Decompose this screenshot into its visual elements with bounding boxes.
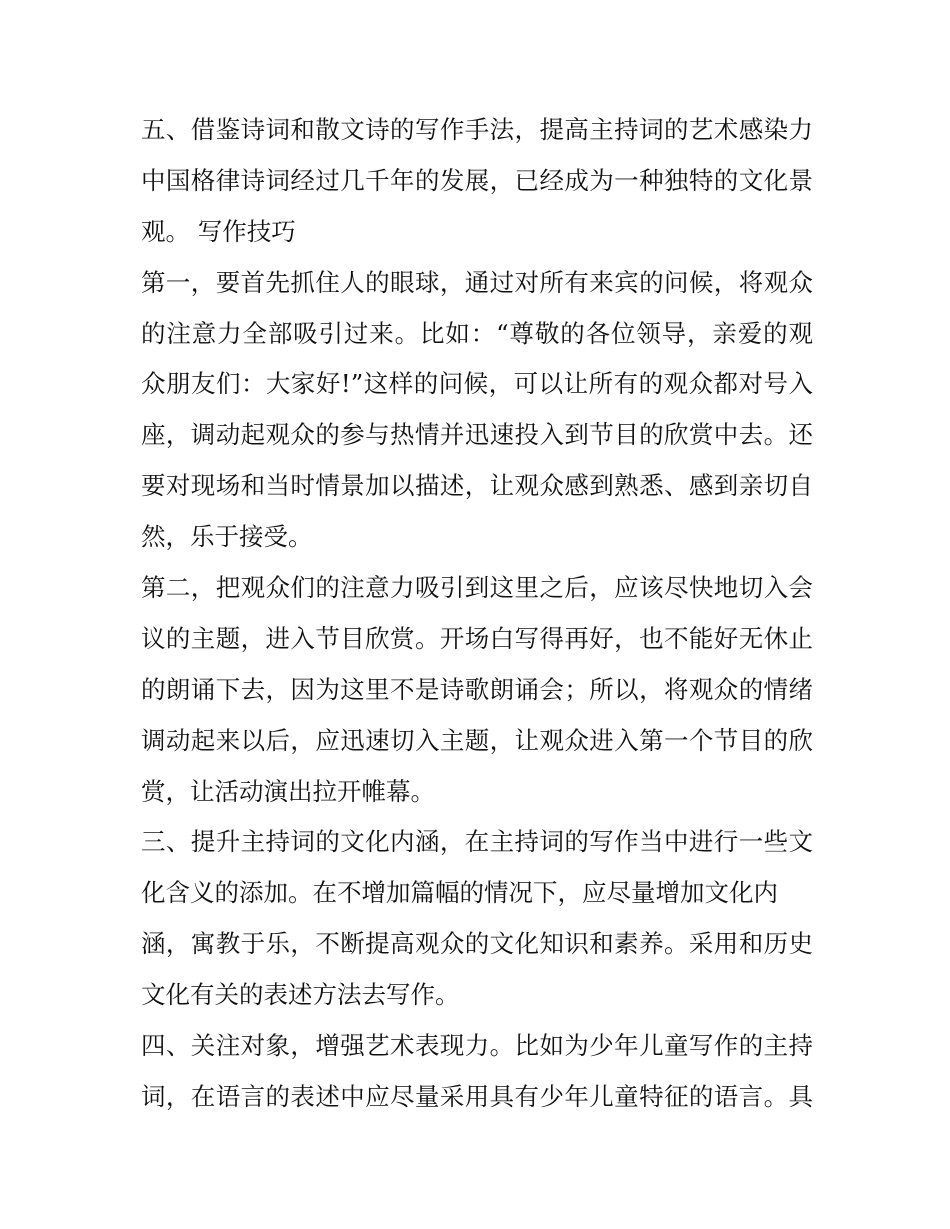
text-line: 化含义的添加。在不增加篇幅的情况下，应尽量增加文化内 bbox=[141, 878, 778, 908]
text-line: 观。 写作技巧 bbox=[141, 216, 296, 246]
text-line: 五、借鉴诗词和散文诗的写作手法，提高主持词的艺术感染力 bbox=[141, 115, 813, 144]
text-line: 四、关注对象，增强艺术表现力。比如为少年儿童写作的主持 bbox=[141, 1031, 813, 1061]
text-line: 中国格律诗词经过几千年的发展，已经成为一种独特的文化景 bbox=[141, 165, 813, 195]
text-line: 的朗诵下去，因为这里不是诗歌朗诵会；所以，将观众的情绪 bbox=[141, 674, 813, 704]
text-line: 三、提升主持词的文化内涵，在主持词的写作当中进行一些文 bbox=[141, 827, 813, 857]
text-line: 调动起来以后，应迅速切入主题，让观众进入第一个节目的欣 bbox=[141, 725, 813, 755]
text-line: 涵，寓教于乐，不断提高观众的文化知识和素养。采用和历史 bbox=[141, 929, 813, 959]
text-line: 赏，让活动演出拉开帷幕。 bbox=[141, 776, 435, 806]
text-line: 要对现场和当时情景加以描述，让观众感到熟悉、感到亲切自 bbox=[141, 471, 813, 501]
text-line: 第一，要首先抓住人的眼球，通过对所有来宾的问候，将观众 bbox=[141, 267, 813, 297]
text-line: 文化有关的表述方法去写作。 bbox=[141, 980, 460, 1010]
text-line: 议的主题，进入节目欣赏。开场白写得再好，也不能好无休止 bbox=[141, 623, 813, 653]
text-line: 然，乐于接受。 bbox=[141, 522, 313, 552]
text-line: 的注意力全部吸引过来。比如：“尊敬的各位领导，亲爱的观 bbox=[141, 318, 813, 348]
text-line: 第二，把观众们的注意力吸引到这里之后，应该尽快地切入会 bbox=[141, 573, 813, 603]
document-body bbox=[141, 105, 813, 1123]
text-line: 座，调动起观众的参与热情并迅速投入到节目的欣赏中去。还 bbox=[141, 420, 813, 450]
text-line: 词，在语言的表述中应尽量采用具有少年儿童特征的语言。具 bbox=[141, 1081, 813, 1111]
text-line: 众朋友们：大家好!”这样的问候，可以让所有的观众都对号入 bbox=[141, 369, 813, 399]
